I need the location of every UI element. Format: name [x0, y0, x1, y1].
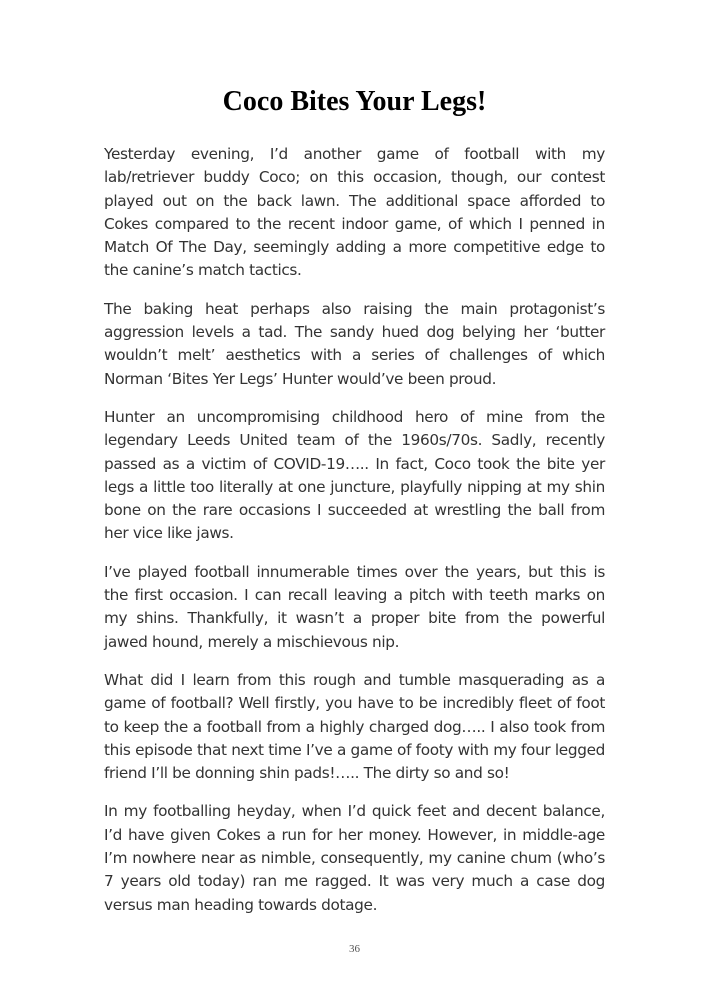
paragraph-2: The baking heat perhaps also raising the main protagonist’s aggression levels a tad. The sandy hued dog belying her ‘butter wouldn’t melt’ aesthetics with a series of challenges of which Norman ‘Bites Yer Legs’ Hunter would’ve been proud.: [104, 299, 605, 388]
page-title: Coco Bites Your Legs!: [222, 86, 487, 117]
paragraph-5: What did I learn from this rough and tumble masquerading as a game of football? Well firstly, you have to be incredibly fleet of foot to keep the a football from a highly charged dog….. I also took from this episode that next time I’ve a game of footy with my four legged friend I’ll be donning shin pads!….. The dirty so and so!: [104, 670, 605, 783]
paragraph-1: Yesterday evening, I’d another game of football with my lab/retriever buddy Coco; on this occasion, though, our contest played out on the back lawn. The additional space afforded to Cokes compared to the recent indoor game, of which I penned in Match Of The Day, seemingly adding a more competitive edge to the canine’s match tactics.: [104, 145, 605, 280]
page-number: 36: [349, 943, 360, 955]
paragraph-3: Hunter an uncompromising childhood hero of mine from the legendary Leeds United team of the 1960s/70s. Sadly, recently passed as a victim of COVID-19….. In fact, Coco took the bite yer legs a little too literally at one juncture, playfully nipping at my shin bone on the rare occasions I succeeded at wrestling the ball from her vice like jaws.: [104, 407, 605, 543]
paragraph-6: In my footballing heyday, when I’d quick feet and decent balance, I’d have given Cokes a run for her money. However, in middle-age I’m nowhere near as nimble, consequently, my canine chum (who’s 7 years old today) ran me ragged. It was very much a case dog versus man heading towards dotage.: [104, 802, 605, 914]
paragraph-4: I’ve played football innumerable times over the years, but this is the first occasion. I can recall leaving a pitch with teeth marks on my shins. Thankfully, it wasn’t a proper bite from the powerful jawed hound, merely a mischievous nip.: [104, 562, 605, 651]
body-text: [104, 143, 605, 932]
